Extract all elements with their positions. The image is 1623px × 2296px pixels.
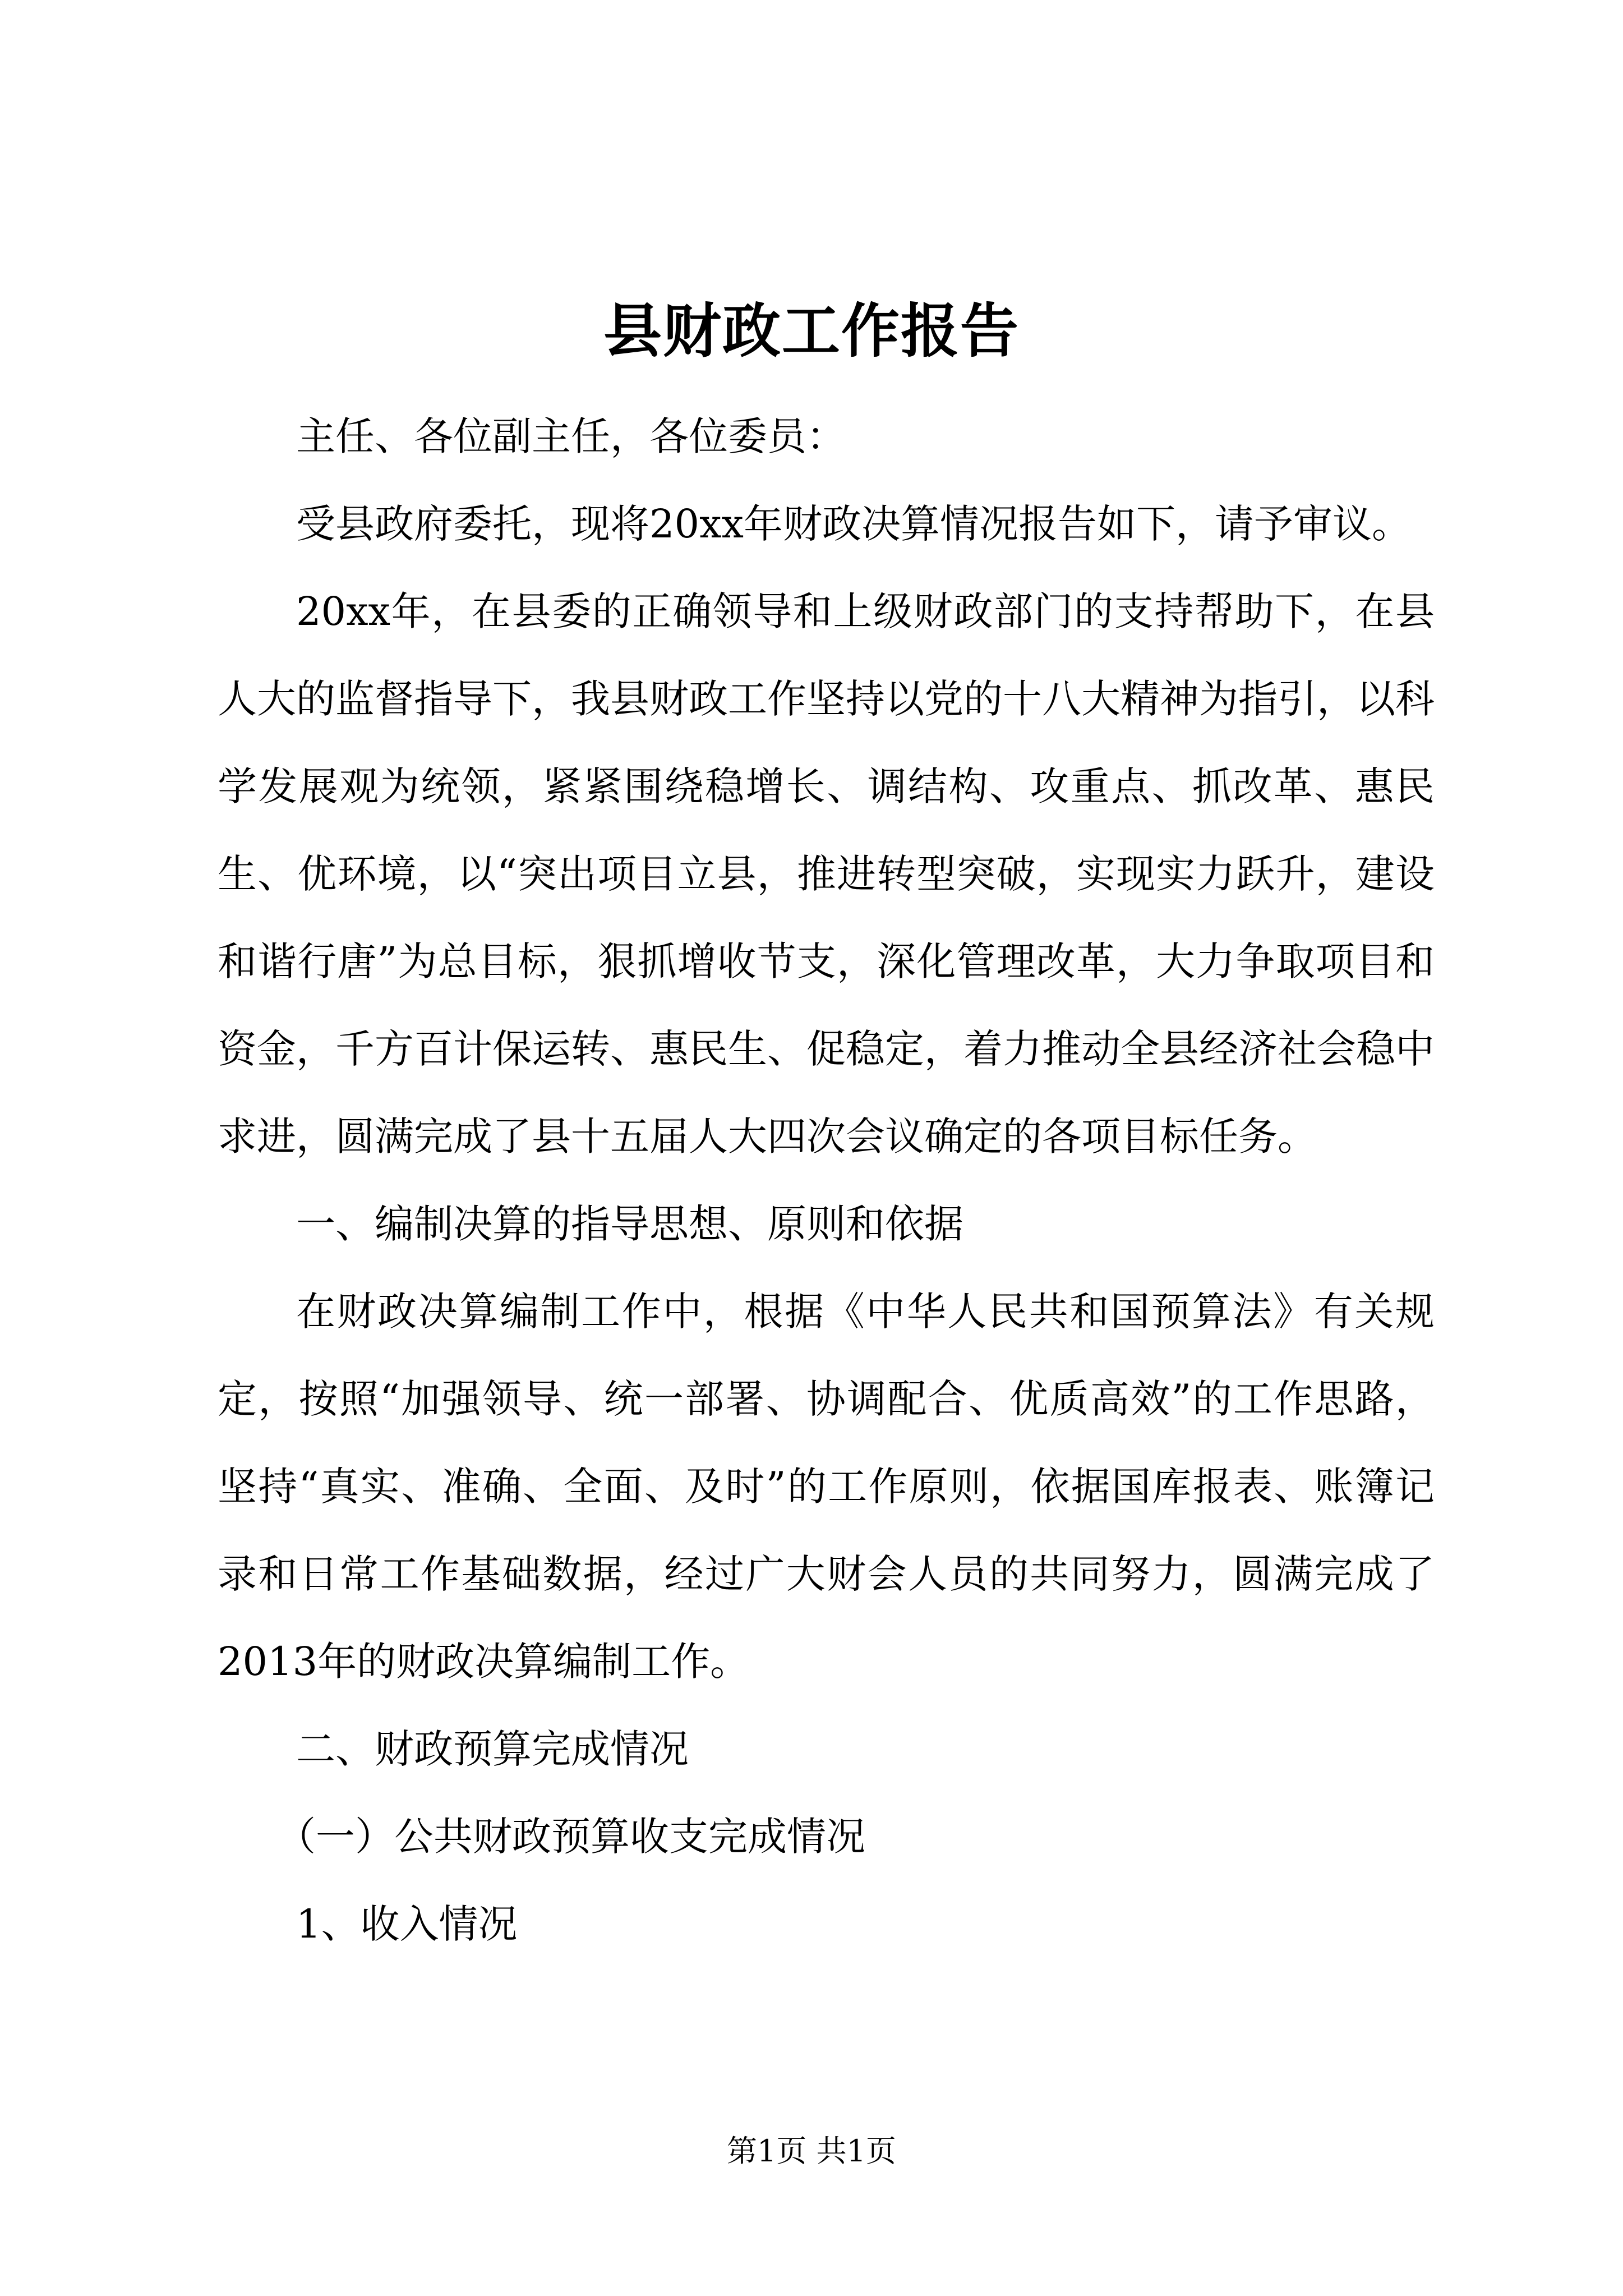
subsection-heading-1: （一）公共财政预算收支完成情况 (276, 1814, 865, 1860)
section-heading-2: 二、财政预算完成情况 (296, 1726, 689, 1772)
salutation-paragraph: 主任、各位副主任，各位委员： (296, 413, 846, 459)
document-title: 县财政工作报告 (603, 296, 1020, 365)
section-heading-1: 一、编制决算的指导思想、原则和依据 (296, 1201, 963, 1247)
page-footer: 第1页 共1页 (727, 2133, 896, 2169)
intro-paragraph: 受县政府委托，现将20xx年财政决算情况报告如下，请予审议。 (296, 501, 1412, 547)
section-1-paragraph: 在财政决算编制工作中，根据《中华人民共和国预算法》有关规定，按照“加强领导、统一部署、协调配合、优质高效”的工作思路，坚持“真实、准确、全面、及时”的工作原则，依据国库报表、账簿记录和日常工作基础数据，经过广大财会人员的共同努力，圆满完成了2013年的财政决算编制工作。 (218, 1289, 1435, 1685)
summary-paragraph: 20xx年，在县委的正确领导和上级财政部门的支持帮助下，在县人大的监督指导下，我县财政工作坚持以党的十八大精神为指引，以科学发展观为统领，紧紧围绕稳增长、调结构、攻重点、抓改革、惠民生、优环境，以“突出项目立县，推进转型突破，实现实力跃升，建设和谐行唐”为总目标，狠抓增收节支，深化管理改革，大力争取项目和资金，千方百计保运转、惠民生、促稳定，着力推动全县经济社会稳中求进，圆满完成了县十五届人大四次会议确定的各项目标任务。 (218, 588, 1435, 1159)
document-body (218, 393, 1435, 1968)
item-heading-1: 1、收入情况 (296, 1901, 518, 1947)
